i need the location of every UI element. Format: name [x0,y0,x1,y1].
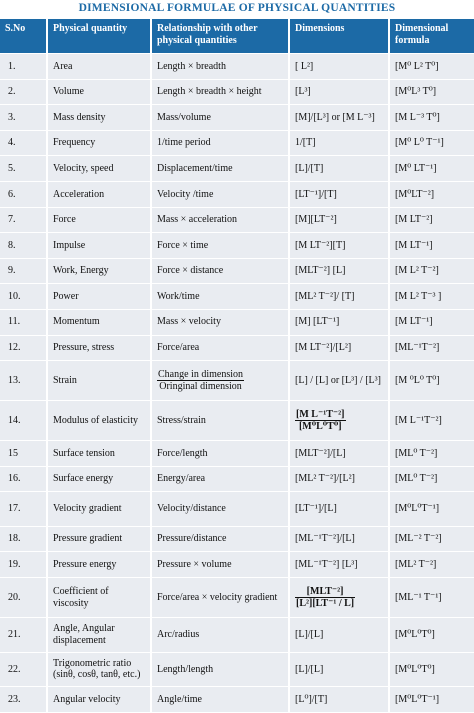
cell-physical-quantity: Work, Energy [48,259,152,284]
cell-dimensional-formula: [M⁰L⁰T⁻¹] [390,492,474,526]
cell-relationship: Velocity/distance [152,492,290,526]
cell-sno: 15 [0,441,48,466]
cell-physical-quantity: Pressure, stress [48,336,152,361]
cell-dimensional-formula: [ML⁻¹ T⁻¹] [390,578,474,617]
cell-sno: 4. [0,131,48,156]
cell-relationship: Displacement/time [152,156,290,181]
fraction-numerator: [MLT⁻²] [295,586,355,599]
table-row [0,687,474,712]
cell-physical-quantity: Trigonometric ratio (sinθ, cosθ, tanθ, etc.) [48,653,152,687]
cell-sno: 23. [0,687,48,712]
cell-dimensions: [LT⁻¹]/[L] [290,492,390,526]
cell-dimensions: [ML² T⁻²]/ [T] [290,284,390,309]
cell-dimensions: [M]/[L³] or [M L⁻³] [290,105,390,130]
fraction-denominator: [L²][LT⁻¹ / L] [296,598,355,609]
cell-relationship: Force × time [152,233,290,258]
cell-sno: 9. [0,259,48,284]
table-row [0,618,474,652]
table-row [0,259,474,284]
cell-sno: 10. [0,284,48,309]
cell-dimensions: [M LT⁻²]/[L²] [290,336,390,361]
fraction-denominator: Oringinal dimension [159,381,242,393]
table-row [0,467,474,492]
cell-relationship: Pressure × volume [152,552,290,577]
fraction [295,586,355,610]
cell-sno: 18. [0,527,48,552]
cell-sno: 8. [0,233,48,258]
cell-physical-quantity: Mass density [48,105,152,130]
cell-relationship: Velocity /time [152,182,290,207]
cell-relationship: Force × distance [152,259,290,284]
cell-physical-quantity: Velocity, speed [48,156,152,181]
cell-sno: 6. [0,182,48,207]
cell-dimensional-formula: [M⁰LT⁻²] [390,182,474,207]
cell-physical-quantity: Volume [48,80,152,105]
cell-dimensional-formula: [M LT⁻¹] [390,233,474,258]
cell-dimensions: [M LT⁻²][T] [290,233,390,258]
table-row [0,233,474,258]
cell-relationship: Force/area × velocity gradient [152,578,290,617]
cell-relationship: Length × breadth [152,54,290,79]
cell-dimensional-formula: [M⁰ L⁰ T⁻¹] [390,131,474,156]
cell-dimensions: [L³] [290,80,390,105]
table-row [0,578,474,617]
cell-dimensions: [MLT⁻²] [L] [290,259,390,284]
cell-dimensions [290,578,390,617]
table-row [0,131,474,156]
dimensional-formulae-table [0,18,474,713]
cell-sno: 14. [0,401,48,440]
cell-sno: 5. [0,156,48,181]
cell-dimensions: [M] [LT⁻¹] [290,310,390,335]
cell-physical-quantity: Area [48,54,152,79]
cell-sno: 3. [0,105,48,130]
header-dimensional-formula: Dimensional formula [390,19,474,53]
table-row [0,336,474,361]
table-row [0,54,474,79]
cell-dimensions: [ML⁻¹T⁻²] [L³] [290,552,390,577]
cell-relationship: Force/area [152,336,290,361]
cell-sno: 13. [0,361,48,400]
cell-physical-quantity: Coefficient of viscosity [48,578,152,617]
cell-dimensions: [L]/[L] [290,618,390,652]
cell-physical-quantity: Surface tension [48,441,152,466]
cell-dimensions: [L]/[T] [290,156,390,181]
cell-physical-quantity: Modulus of elasticity [48,401,152,440]
cell-sno: 2. [0,80,48,105]
table-row [0,527,474,552]
cell-sno: 1. [0,54,48,79]
cell-relationship: Energy/area [152,467,290,492]
cell-dimensions: [LT⁻¹]/[T] [290,182,390,207]
cell-dimensions: [ML⁻¹T⁻²]/[L] [290,527,390,552]
cell-sno: 17. [0,492,48,526]
cell-physical-quantity: Pressure energy [48,552,152,577]
cell-physical-quantity: Strain [48,361,152,400]
cell-dimensions: [ML² T⁻²]/[L²] [290,467,390,492]
cell-sno: 20. [0,578,48,617]
cell-dimensional-formula: [M⁰L⁰T⁻¹] [390,687,474,712]
table-row [0,401,474,440]
cell-dimensions: [L⁰]/[T] [290,687,390,712]
cell-physical-quantity: Power [48,284,152,309]
cell-relationship: Pressure/distance [152,527,290,552]
page-title: DIMENSIONAL FORMULAE OF PHYSICAL QUANTITIES [78,2,396,14]
cell-dimensional-formula: [M⁰ LT⁻¹] [390,156,474,181]
cell-dimensional-formula: [M⁰L³ T⁰] [390,80,474,105]
table-row [0,80,474,105]
table-row [0,208,474,233]
cell-relationship: Mass × acceleration [152,208,290,233]
cell-dimensional-formula: [M L⁻³ T⁰] [390,105,474,130]
table-row [0,284,474,309]
cell-dimensional-formula: [ML⁻² T⁻²] [390,527,474,552]
cell-dimensional-formula: [ML⁻¹T⁻²] [390,336,474,361]
table-row [0,552,474,577]
cell-sno: 7. [0,208,48,233]
table-row [0,310,474,335]
cell-physical-quantity: Frequency [48,131,152,156]
cell-dimensions: [L]/[L] [290,653,390,687]
cell-relationship: Arc/radius [152,618,290,652]
cell-sno: 11. [0,310,48,335]
cell-relationship: Mass × velocity [152,310,290,335]
cell-sno: 16. [0,467,48,492]
cell-sno: 21. [0,618,48,652]
cell-relationship: Force/length [152,441,290,466]
cell-dimensional-formula: [M⁰ L² T⁰] [390,54,474,79]
table-row [0,182,474,207]
cell-dimensions: [M][LT⁻²] [290,208,390,233]
cell-dimensions: [ L²] [290,54,390,79]
cell-sno: 19. [0,552,48,577]
cell-relationship: 1/time period [152,131,290,156]
fraction-denominator: [M⁰L⁰T⁰] [298,421,342,433]
cell-physical-quantity: Angular velocity [48,687,152,712]
header-dimensions: Dimensions [290,19,390,53]
table-row [0,105,474,130]
cell-relationship [152,361,290,400]
cell-dimensional-formula: [M ⁰L⁰ T⁰] [390,361,474,400]
table-header-row [0,19,474,53]
cell-physical-quantity: Pressure gradient [48,527,152,552]
cell-dimensions: [MLT⁻²]/[L] [290,441,390,466]
table-row [0,441,474,466]
cell-physical-quantity: Surface energy [48,467,152,492]
cell-dimensions [290,401,390,440]
cell-physical-quantity: Angle, Angular displacement [48,618,152,652]
cell-physical-quantity: Momentum [48,310,152,335]
cell-relationship: Mass/volume [152,105,290,130]
cell-dimensional-formula: [M L⁻¹T⁻²] [390,401,474,440]
cell-dimensional-formula: [M⁰L⁰T⁰] [390,618,474,652]
table-row [0,492,474,526]
cell-physical-quantity: Impulse [48,233,152,258]
cell-dimensional-formula: [M⁰L⁰T⁰] [390,653,474,687]
table-row [0,156,474,181]
cell-physical-quantity: Force [48,208,152,233]
table-row [0,361,474,400]
cell-dimensional-formula: [M LT⁻¹] [390,310,474,335]
cell-relationship: Angle/time [152,687,290,712]
cell-physical-quantity: Velocity gradient [48,492,152,526]
fraction [295,409,346,433]
fraction [157,369,244,393]
cell-dimensions: 1/[T] [290,131,390,156]
table-row [0,653,474,687]
header-sno: S.No [0,19,48,53]
cell-dimensional-formula: [ML⁰ T⁻²] [390,467,474,492]
cell-dimensional-formula: [M LT⁻²] [390,208,474,233]
header-physical-quantity: Physical quantity [48,19,152,53]
cell-dimensions: [L] / [L] or [L³] / [L³] [290,361,390,400]
cell-sno: 12. [0,336,48,361]
cell-dimensional-formula: [M L² T⁻³ ] [390,284,474,309]
cell-relationship: Work/time [152,284,290,309]
cell-dimensional-formula: [M L² T⁻²] [390,259,474,284]
cell-dimensional-formula: [ML⁰ T⁻²] [390,441,474,466]
cell-sno: 22. [0,653,48,687]
cell-dimensional-formula: [ML² T⁻²] [390,552,474,577]
cell-relationship: Length/length [152,653,290,687]
cell-relationship: Length × breadth × height [152,80,290,105]
cell-relationship: Stress/strain [152,401,290,440]
header-relationship: Relationship with other physical quantities [152,19,290,53]
fraction-numerator: [M L⁻¹T⁻²] [296,408,345,420]
cell-physical-quantity: Acceleration [48,182,152,207]
fraction-numerator: Change in dimension [158,368,243,380]
